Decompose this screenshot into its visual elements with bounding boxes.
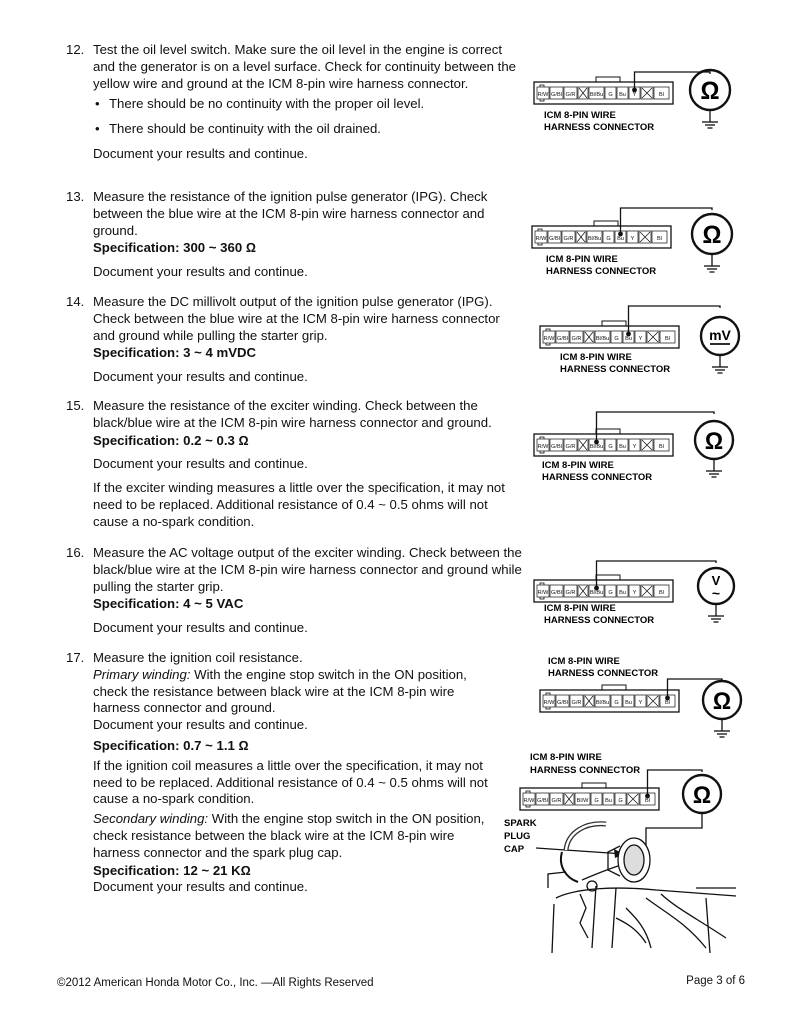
note: If the exciter winding measures a little over the specification, it may not need to be replaced. Additional resistance of 0.4 ~ 0.5 ohms will not cause a no-spark condition.	[93, 480, 505, 529]
connector-label-line-1: ICM 8-PIN WIRE	[560, 352, 632, 363]
step-number: 14.	[66, 294, 85, 309]
step-13	[66, 189, 522, 281]
bullet-item: • There should be no continuity with the proper oil level.	[93, 96, 522, 113]
figure-exciter-resistance	[528, 408, 748, 498]
ac-symbol: ~	[711, 585, 721, 601]
svg-text:Y: Y	[632, 444, 637, 450]
connector-pin	[605, 439, 616, 451]
svg-text:G: G	[606, 236, 611, 242]
connector-pin	[564, 585, 577, 597]
svg-text:G: G	[614, 700, 619, 706]
spark-plug-cap-icon	[548, 824, 736, 953]
spark-label-line-1: SPARK	[504, 818, 537, 829]
connector-label-line-2: HARNESS CONNECTOR	[530, 765, 641, 776]
connector-pin	[536, 793, 549, 805]
svg-text:Bl/Bu: Bl/Bu	[589, 92, 604, 98]
ground-icon	[712, 355, 728, 373]
svg-text:R/W: R/W	[523, 798, 535, 804]
connector-label-line-1: ICM 8-PIN WIRE	[546, 254, 618, 265]
secondary-winding	[93, 811, 496, 861]
svg-text:Y: Y	[632, 92, 637, 98]
svg-text:R/W: R/W	[535, 236, 547, 242]
connector-pin	[578, 439, 588, 451]
specification: Specification: 0.7 ~ 1.1 Ω	[93, 737, 249, 753]
step-number: 12.	[66, 42, 85, 57]
step-text: Measure the resistance of the ignition pulse generator (IPG). Check between the blue wire at the ICM 8-pin wire harness connector and ground.	[93, 189, 488, 238]
specification: Specification: 12 ~ 21 KΩ	[93, 862, 251, 878]
note: If the ignition coil measures a little over the specification, it may not need to be replaced. Additional resistance of 0.4 ~ 0.5 ohms will not cause a no-spark condition.	[93, 757, 488, 807]
connector-pin	[603, 793, 614, 805]
connector-pin	[605, 87, 616, 99]
connector-label-line-1: ICM 8-PIN WIRE	[544, 603, 616, 614]
svg-text:Bl: Bl	[645, 798, 650, 804]
connector-pin	[587, 231, 602, 243]
svg-text:G/Bl: G/Bl	[557, 700, 568, 706]
specification: Specification: 4 ~ 5 VAC	[93, 596, 244, 612]
connector-pin	[627, 231, 638, 243]
connector-pin	[556, 331, 569, 343]
svg-text:R/W: R/W	[537, 92, 549, 98]
secondary-winding-label: Secondary winding:	[93, 811, 209, 827]
svg-text:Bu: Bu	[625, 336, 632, 342]
svg-text:R/W: R/W	[537, 444, 549, 450]
connector-pin	[584, 331, 594, 343]
connector-pin	[550, 439, 563, 451]
step-number: 15.	[66, 398, 85, 413]
connector-pin	[660, 331, 675, 343]
connector-pin	[564, 87, 577, 99]
svg-text:Bl: Bl	[657, 236, 662, 242]
step-15	[66, 398, 522, 531]
spark-label-line-3: CAP	[504, 844, 525, 855]
page-number: Page 3 of 6	[686, 975, 745, 987]
svg-text:R/W: R/W	[543, 700, 555, 706]
connector-pin	[635, 331, 646, 343]
svg-text:G/Bl: G/Bl	[557, 336, 568, 342]
svg-text:G: G	[608, 590, 613, 596]
connector-pin	[562, 231, 575, 243]
connector-pin	[603, 231, 614, 243]
connector-label-line-2: HARNESS CONNECTOR	[546, 266, 657, 277]
document-results: Document your results and continue.	[93, 879, 308, 895]
svg-text:G/R: G/R	[565, 92, 576, 98]
step-text: Test the oil level switch. Make sure the oil level in the engine is correct and the generator is on a level surface. Check for continuity between the yellow wire and ground at the ICM 8-pin wire harness connector.	[93, 42, 516, 91]
connector-label-line-2: HARNESS CONNECTOR	[544, 615, 655, 626]
connector-pin	[537, 585, 549, 597]
connector-pin	[617, 87, 628, 99]
document-results: Document your results and continue.	[93, 369, 308, 385]
connector-pin	[627, 793, 639, 805]
document-results: Document your results and continue.	[93, 620, 308, 636]
connector-label-line-2: HARNESS CONNECTOR	[560, 364, 671, 375]
connector-pin	[550, 87, 563, 99]
connector-pin	[654, 439, 669, 451]
svg-text:Bl: Bl	[659, 92, 664, 98]
svg-text:Y: Y	[630, 236, 635, 242]
svg-text:G/Bl: G/Bl	[551, 590, 562, 596]
primary-winding-text: With the engine stop switch in the ON position, check the resistance between black wire at the ICM 8-pin wire harness connector and ground.	[93, 666, 467, 716]
connector-pin	[564, 793, 574, 805]
connector-pin	[635, 695, 646, 707]
svg-text:G: G	[608, 92, 613, 98]
svg-text:Bu: Bu	[605, 798, 612, 804]
connector-pin	[550, 793, 563, 805]
meter-symbol: Ω	[702, 221, 722, 249]
document-results: Document your results and continue.	[93, 456, 308, 472]
connector-pin	[654, 585, 669, 597]
connector-pin	[570, 695, 583, 707]
step-17	[66, 650, 496, 896]
document-results: Document your results and continue.	[93, 717, 308, 733]
svg-text:R/W: R/W	[537, 590, 549, 596]
primary-winding	[93, 667, 496, 717]
connector-pin	[578, 87, 588, 99]
connector-pin	[584, 695, 594, 707]
step-text: Measure the DC millivolt output of the ignition pulse generator (IPG). Check between the blue wire at the ICM 8-pin wire harness connector and ground while pulling the starter grip.	[93, 294, 500, 343]
svg-text:Bl/Bu: Bl/Bu	[587, 236, 602, 242]
svg-text:G: G	[614, 336, 619, 342]
figure-ipg-millivolt	[530, 302, 750, 392]
ground-icon	[708, 604, 724, 622]
secondary-winding-text: With the engine stop switch in the ON position, check resistance between the black wire at the ICM 8-pin wire harness connector and the spark plug cap.	[93, 811, 485, 860]
connector-pin	[556, 695, 569, 707]
connector-label-line-1: ICM 8-PIN WIRE	[542, 460, 614, 471]
connector-label-line-1: ICM 8-PIN WIRE	[544, 110, 616, 121]
connector-pin	[641, 585, 653, 597]
icm-connector	[540, 321, 679, 348]
figure-ipg-resistance	[526, 204, 746, 294]
connector-label-line-2: HARNESS CONNECTOR	[548, 668, 659, 679]
svg-text:G/Bl: G/Bl	[551, 92, 562, 98]
icm-connector	[520, 783, 659, 810]
svg-text:Y: Y	[638, 700, 643, 706]
svg-text:Bl/W: Bl/W	[576, 798, 589, 804]
connector-pin	[578, 585, 588, 597]
connector-label-line-1: ICM 8-PIN WIRE	[548, 656, 620, 667]
svg-text:G/R: G/R	[571, 700, 582, 706]
svg-text:G/R: G/R	[565, 444, 576, 450]
svg-text:Bl/Bu: Bl/Bu	[589, 590, 604, 596]
specification: Specification: 3 ~ 4 mVDC	[93, 345, 257, 361]
svg-text:Bu: Bu	[619, 444, 626, 450]
connector-pin	[611, 695, 622, 707]
connector-pin	[615, 793, 626, 805]
bullet-item: • There should be continuity with the oil drained.	[93, 121, 522, 138]
connector-pin	[652, 231, 667, 243]
connector-pin	[535, 231, 547, 243]
svg-text:G/R: G/R	[571, 336, 582, 342]
connector-pin	[543, 331, 555, 343]
svg-text:Bl/Bu: Bl/Bu	[589, 444, 604, 450]
svg-text:Bu: Bu	[619, 590, 626, 596]
meter-symbol: Ω	[700, 77, 720, 105]
step-number: 16.	[66, 545, 85, 560]
svg-text:Bl: Bl	[659, 444, 664, 450]
connector-pin	[523, 793, 535, 805]
svg-text:G/Bl: G/Bl	[537, 798, 548, 804]
primary-winding-label: Primary winding:	[93, 666, 191, 682]
svg-text:G/R: G/R	[565, 590, 576, 596]
specification: Specification: 0.2 ~ 0.3 Ω	[93, 432, 249, 448]
connector-pin	[570, 331, 583, 343]
connector-label-line-2: HARNESS CONNECTOR	[542, 472, 653, 483]
connector-pin	[617, 439, 628, 451]
document-results: Document your results and continue.	[93, 145, 308, 161]
step-number: 13.	[66, 189, 85, 204]
svg-text:Bl: Bl	[659, 590, 664, 596]
connector-pin	[543, 695, 555, 707]
svg-text:G: G	[594, 798, 599, 804]
svg-text:G/Bl: G/Bl	[549, 236, 560, 242]
connector-label-line-1: ICM 8-PIN WIRE	[530, 752, 602, 763]
connector-pin	[564, 439, 577, 451]
connector-pin	[591, 793, 602, 805]
icm-connector	[532, 221, 671, 248]
svg-text:G/Bl: G/Bl	[551, 444, 562, 450]
step-14	[66, 294, 522, 386]
connector-pin	[537, 439, 549, 451]
icm-connector	[534, 77, 673, 104]
svg-text:Bu: Bu	[617, 236, 624, 242]
step-16	[66, 545, 522, 637]
icm-connector	[534, 429, 673, 456]
connector-label-line-2: HARNESS CONNECTOR	[544, 122, 655, 133]
svg-text:Bl/Bu: Bl/Bu	[595, 700, 610, 706]
connector-pin	[589, 87, 604, 99]
connector-pin	[623, 695, 634, 707]
svg-text:Bu: Bu	[619, 92, 626, 98]
svg-text:R/W: R/W	[543, 336, 555, 342]
svg-text:Bl: Bl	[665, 700, 670, 706]
connector-pin	[548, 231, 561, 243]
connector-pin	[617, 585, 628, 597]
step-text: Measure the AC voltage output of the exciter winding. Check between the black/blue wire at the ICM 8-pin wire harness connector and ground while pulling the starter grip.	[93, 545, 522, 594]
connector-pin	[595, 695, 610, 707]
connector-pin	[550, 585, 563, 597]
connector-pin	[605, 585, 616, 597]
figure-coil-primary	[526, 650, 746, 750]
copyright: ©2012 American Honda Motor Co., Inc. —All Rights Reserved	[57, 977, 374, 989]
svg-text:Bl/Bu: Bl/Bu	[595, 336, 610, 342]
document-results: Document your results and continue.	[93, 264, 308, 280]
figure-coil-secondary	[496, 748, 746, 953]
svg-text:G/R: G/R	[551, 798, 562, 804]
meter-symbol: Ω	[712, 688, 732, 715]
figure-exciter-ac-voltage	[528, 556, 748, 636]
icm-connector	[534, 575, 673, 602]
connector-pin	[647, 695, 659, 707]
specification: Specification: 300 ~ 360 Ω	[93, 240, 256, 256]
meter-symbol: V	[711, 573, 721, 588]
svg-text:G: G	[608, 444, 613, 450]
connector-pin	[639, 231, 651, 243]
step-number: 17.	[66, 650, 85, 665]
meter-symbol: Ω	[692, 782, 712, 809]
connector-pin	[641, 87, 653, 99]
icm-connector	[540, 685, 679, 712]
connector-pin	[629, 439, 640, 451]
step-text: Measure the resistance of the exciter winding. Check between the black/blue wire at the ICM 8-pin wire harness connector and ground.	[93, 398, 492, 430]
ground-icon	[706, 459, 722, 477]
step-12	[66, 42, 522, 163]
svg-text:G: G	[618, 798, 623, 804]
connector-pin	[595, 331, 610, 343]
spark-label-line-2: PLUG	[504, 831, 531, 842]
connector-pin	[654, 87, 669, 99]
svg-text:G/R: G/R	[563, 236, 574, 242]
bullet-list	[93, 96, 522, 138]
figure-oil-level-switch	[526, 60, 746, 150]
meter-symbol: Ω	[704, 428, 724, 455]
connector-pin	[647, 331, 659, 343]
svg-text:Bu: Bu	[625, 700, 632, 706]
ground-icon	[704, 254, 720, 272]
svg-text:Bl: Bl	[665, 336, 670, 342]
connector-pin	[575, 793, 590, 805]
svg-text:Y: Y	[638, 336, 643, 342]
connector-pin	[537, 87, 549, 99]
step-text: Measure the ignition coil resistance.	[93, 650, 303, 665]
ground-icon	[714, 719, 730, 737]
meter-symbol: mV	[709, 327, 731, 343]
svg-text:Y: Y	[632, 590, 637, 596]
ground-icon	[702, 110, 718, 128]
connector-pin	[576, 231, 586, 243]
connector-pin	[611, 331, 622, 343]
connector-pin	[641, 439, 653, 451]
connector-pin	[629, 585, 640, 597]
